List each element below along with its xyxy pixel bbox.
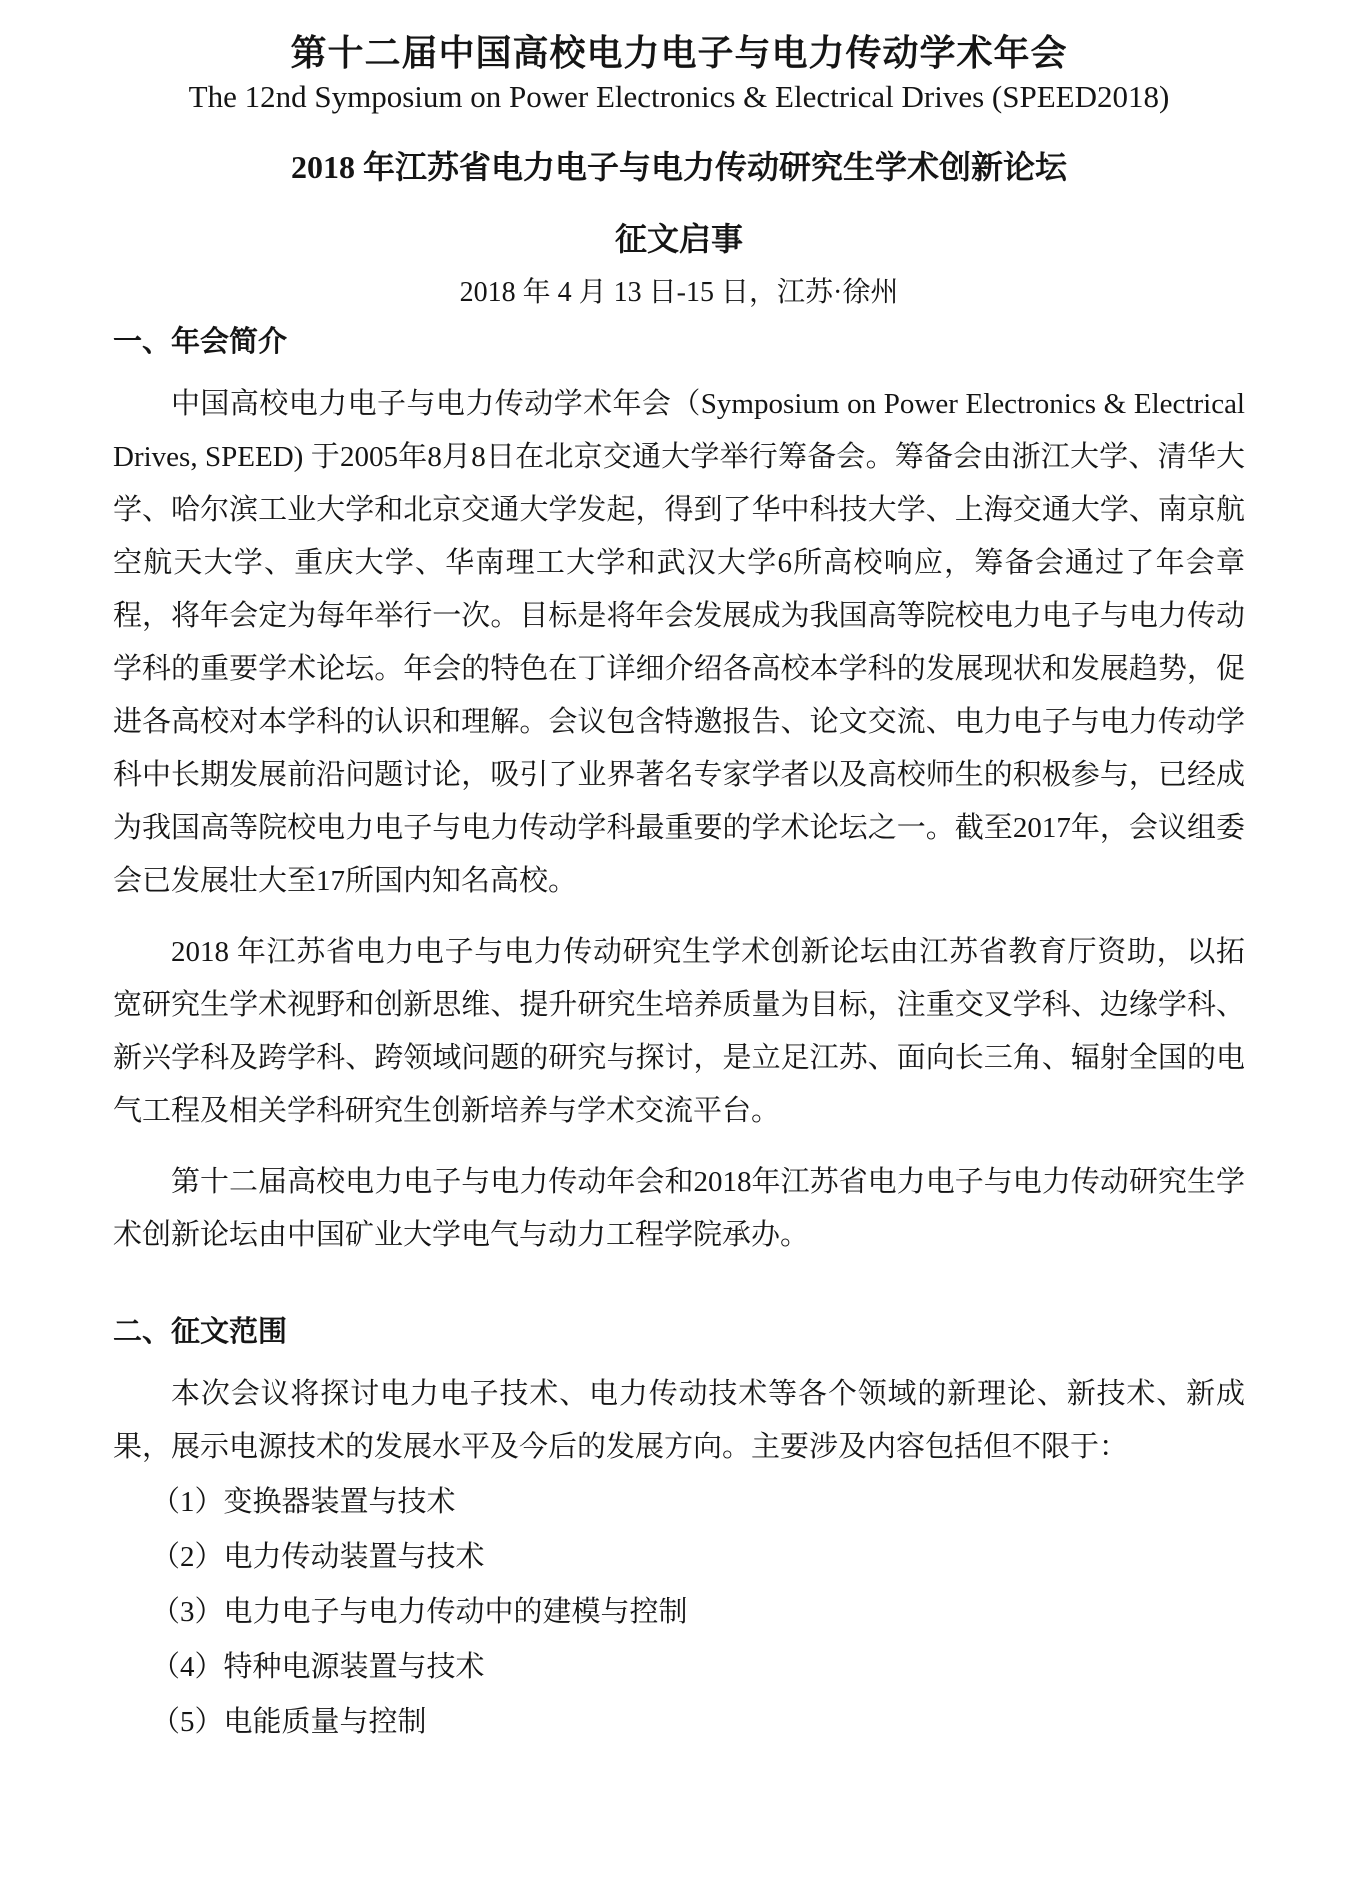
date-location-line: 2018 年 4 月 13 日-15 日，江苏·徐州 [459,277,899,308]
scope-item-1: （1）变换器装置与技术 [151,1486,456,1518]
forum-title: 2018 年江苏省电力电子与电力传动研究生学术创新论坛 [290,149,1067,185]
section-1-heading: 一、年会简介 [113,326,288,358]
section-1-paragraph-2: 2018 年江苏省电力电子与电力传动研究生学术创新论坛由江苏省教育厅资助，以拓宽研究生学术视野和创新思维、提升研究生培养质量为目标，注重交叉学科、边缘学科、新兴学科及跨学科、跨领域问题的研究与探讨，是立足江苏、面向长三角、辐射全国的电气工程及相关学科研究生创新培养与学术交流平台。 [113,936,1245,1127]
conference-title-en: The 12nd Symposium on Power Electronics & Electrical Drives (SPEED2018) [188,79,1170,114]
conference-title-cn: 第十二届中国高校电力电子与电力传动学术年会 [290,33,1068,73]
section-2-intro-paragraph: 本次会议将探讨电力电子技术、电力传动技术等各个领域的新理论、新技术、新成果，展示电源技术的发展水平及今后的发展方向。主要涉及内容包括但不限于： [113,1378,1245,1463]
scope-item-4: （4）特种电源装置与技术 [151,1651,485,1683]
section-1-paragraph-3: 第十二届高校电力电子与电力传动年会和2018年江苏省电力电子与电力传动研究生学术创新论坛由中国矿业大学电气与动力工程学院承办。 [113,1166,1245,1251]
call-for-papers-title: 征文启事 [614,221,743,257]
scope-item-5: （5）电能质量与控制 [151,1706,427,1738]
scope-list [113,1476,1245,1749]
section-2-heading: 二、征文范围 [113,1316,288,1348]
scope-item-3: （3）电力电子与电力传动中的建模与控制 [151,1596,688,1628]
scope-item-2: （2）电力传动装置与技术 [151,1541,485,1573]
section-1-paragraph-1: 中国高校电力电子与电力传动学术年会（Symposium on Power Electronics & Electrical Drives, SPEED) 于2005年8月8日在北京交通大学举行筹备会。筹备会由浙江大学、清华大学、哈尔滨工业大学和北京交通大学发起，得到了华中科技大学、上海交通大学、南京航空航天大学、重庆大学、华南理工大学和武汉大学6所高校响应，筹备会通过了年会章程，将年会定为每年举行一次。目标是将年会发展成为我国高等院校电力电子与电力传动学科的重要学术论坛。年会的特色在丁详细介绍各高校本学科的发展现状和发展趋势，促进各高校对本学科的认识和理解。会议包含特邀报告、论文交流、电力电子与电力传动学科中长期发展前沿问题讨论，吸引了业界著名专家学者以及高校师生的积极参与，已经成为我国高等院校电力电子与电力传动学科最重要的学术论坛之一。截至2017年，会议组委会已发展壮大至17所国内知名高校。 [113,388,1245,897]
